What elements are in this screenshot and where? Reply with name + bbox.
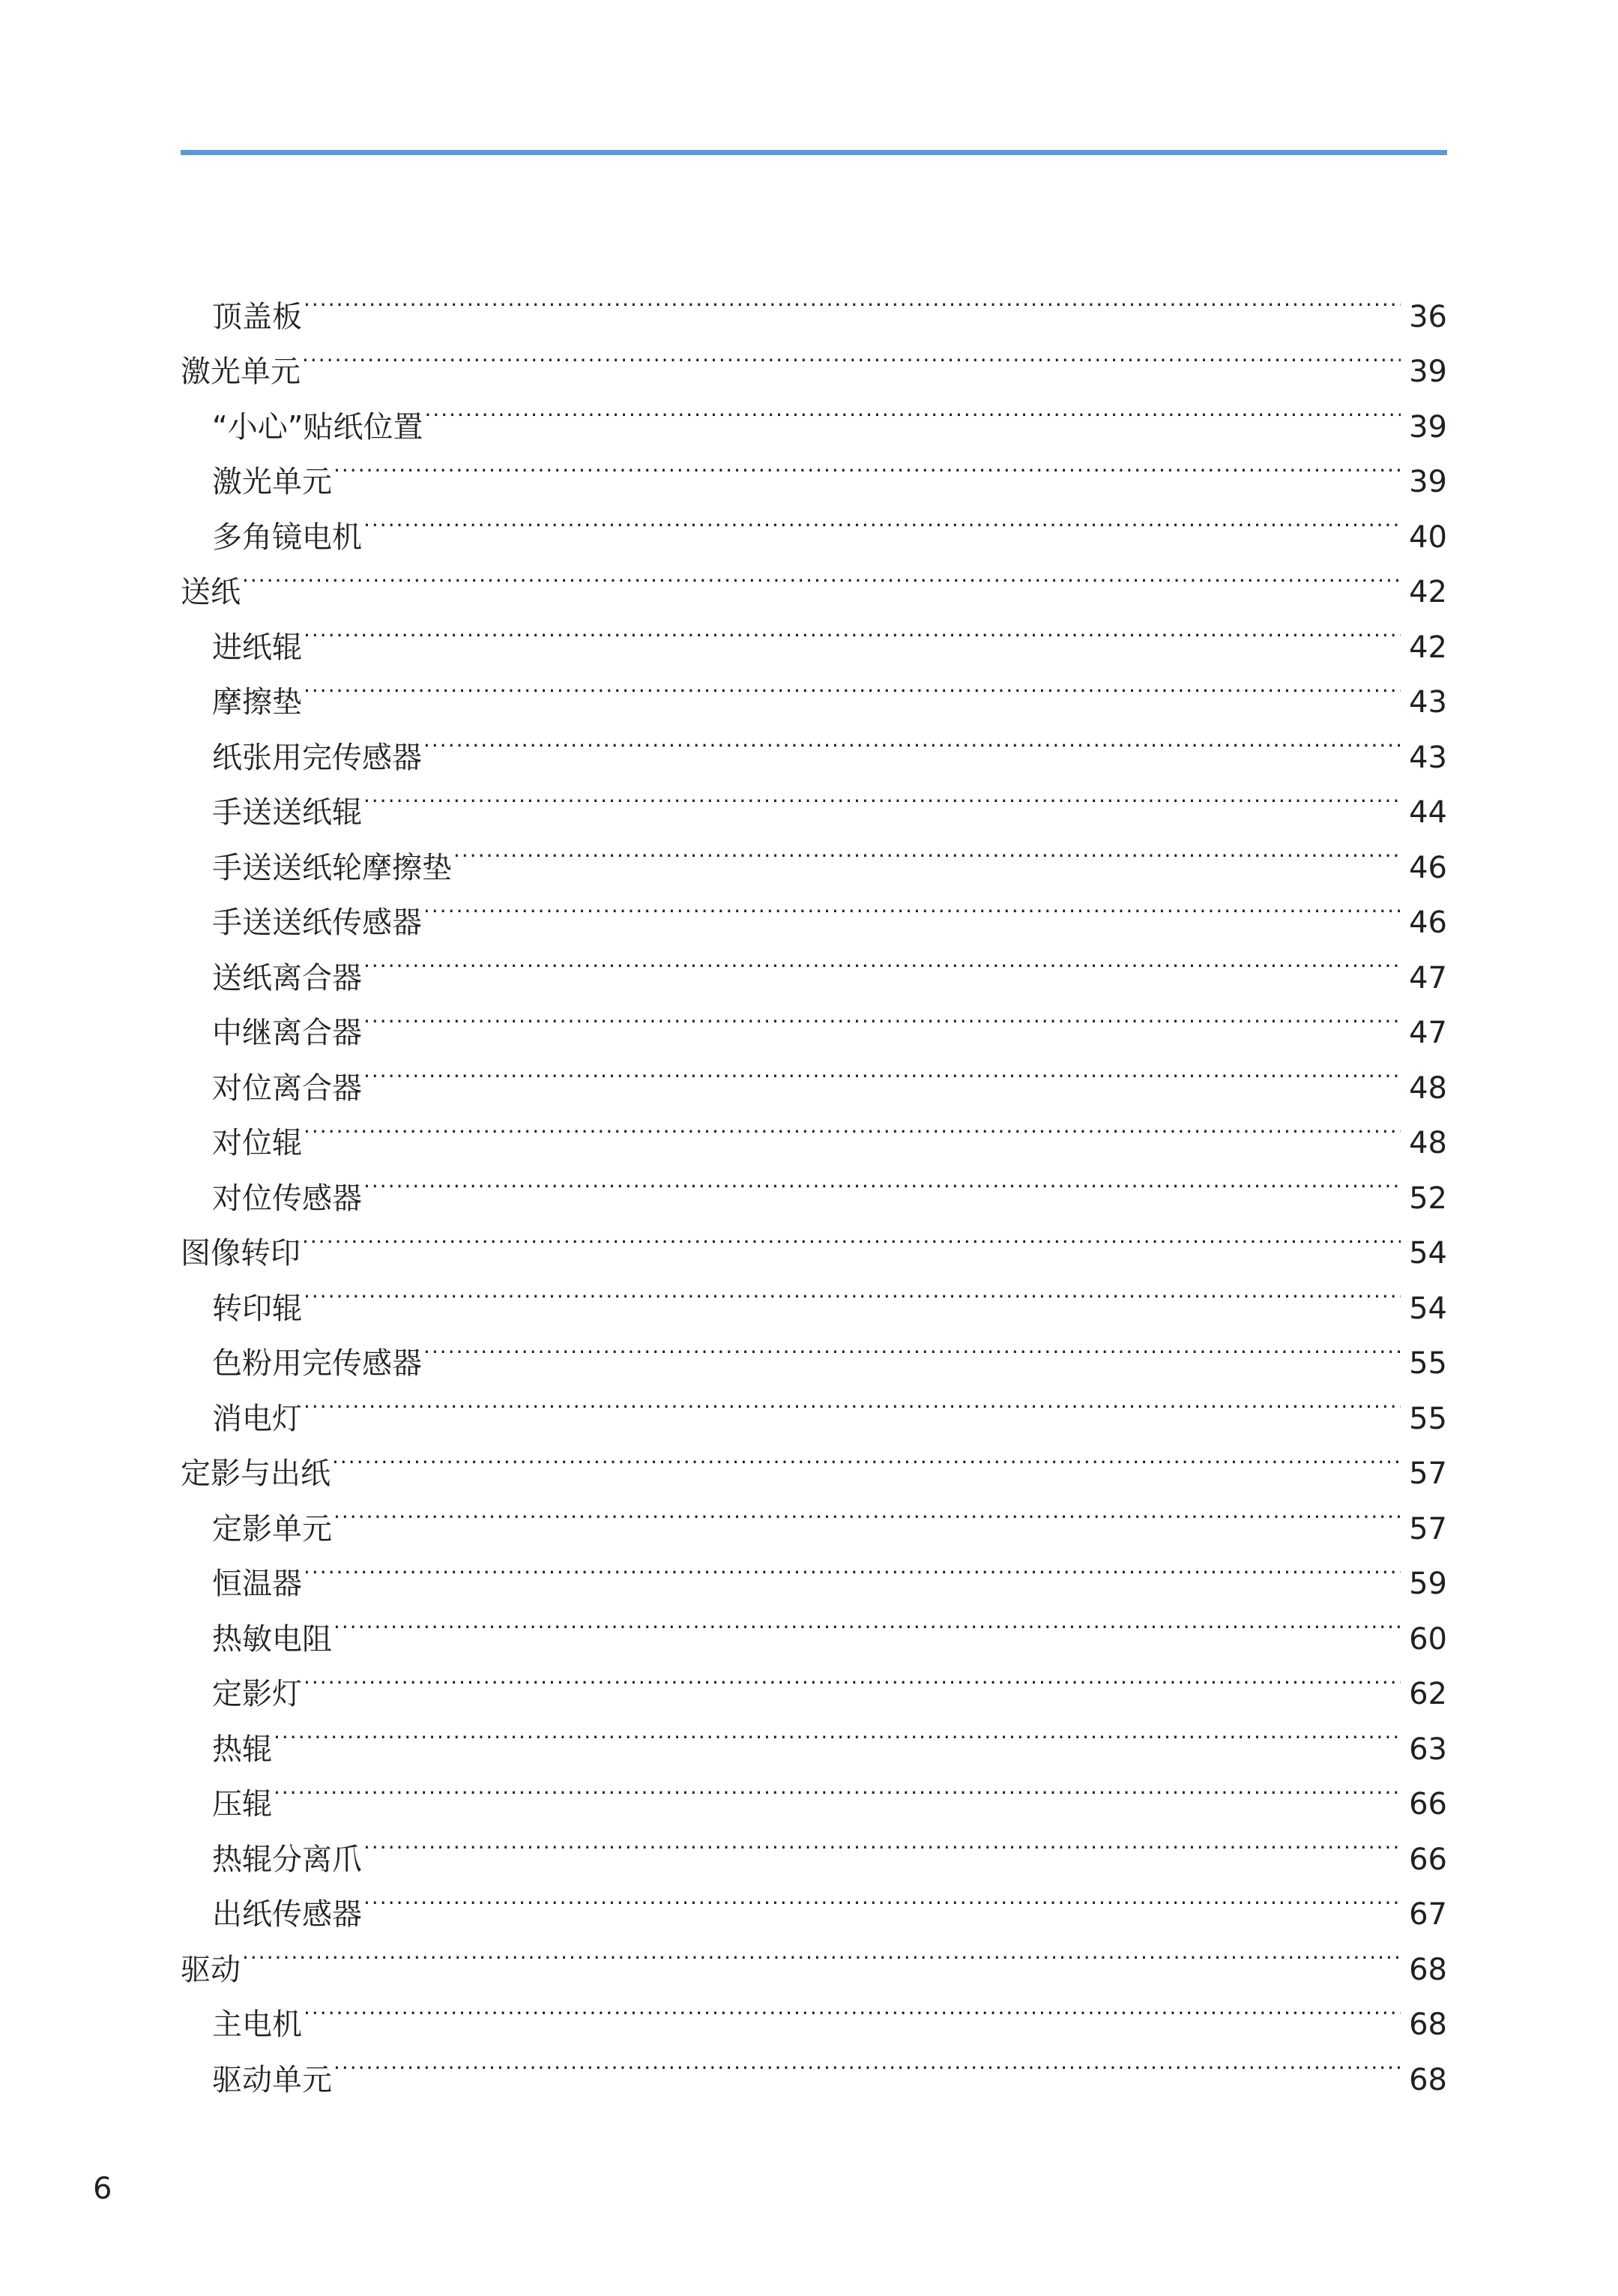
toc-entry-page: 40 <box>1409 519 1447 555</box>
toc-entry[interactable] <box>181 1594 1447 1657</box>
toc-dot-leader <box>304 1649 1401 1705</box>
toc-dot-leader <box>304 1098 1401 1154</box>
toc-entry-title: 对位传感器 <box>212 1181 362 1216</box>
toc-entry[interactable] <box>181 2034 1447 2097</box>
toc-entry-page: 52 <box>1409 1181 1447 1216</box>
toc-entry-title: 图像转印 <box>181 1236 301 1271</box>
toc-entry-page: 66 <box>1409 1842 1447 1877</box>
toc-entry-page: 68 <box>1409 1952 1447 1987</box>
toc-entry-title: 热敏电阻 <box>212 1621 332 1657</box>
toc-entry-page: 39 <box>1409 465 1447 499</box>
toc-entry-title: 多角镜电机 <box>212 519 362 555</box>
toc-entry[interactable] <box>181 657 1447 720</box>
toc-dot-leader <box>363 1153 1401 1208</box>
toc-entry[interactable] <box>181 1814 1447 1877</box>
table-of-contents <box>181 271 1447 2097</box>
toc-entry-title: 对位辊 <box>212 1126 302 1160</box>
toc-dot-leader <box>304 1980 1401 2035</box>
toc-entry-page: 57 <box>1409 1456 1447 1491</box>
toc-entry[interactable] <box>181 1319 1447 1381</box>
toc-entry[interactable] <box>181 1043 1447 1106</box>
toc-entry-title: 主电机 <box>212 2007 302 2042</box>
toc-entry-page: 44 <box>1409 795 1447 830</box>
toc-entry-title: 压辊 <box>212 1787 272 1822</box>
toc-entry[interactable] <box>181 988 1447 1050</box>
toc-entry-page: 46 <box>1409 850 1447 885</box>
toc-entry-title: 顶盖板 <box>212 299 302 334</box>
toc-dot-leader <box>274 1704 1401 1759</box>
toc-entry-page: 48 <box>1409 1126 1447 1160</box>
toc-dot-leader <box>304 1263 1401 1319</box>
toc-dot-leader <box>423 712 1401 768</box>
toc-entry[interactable] <box>181 1539 1447 1601</box>
toc-entry[interactable] <box>181 712 1447 775</box>
toc-dot-leader <box>363 1043 1401 1098</box>
toc-entry[interactable] <box>181 492 1447 555</box>
toc-dot-leader <box>363 1814 1401 1869</box>
toc-entry[interactable] <box>181 1429 1447 1491</box>
toc-entry-page: 57 <box>1409 1511 1447 1546</box>
toc-entry-page: 66 <box>1409 1787 1447 1822</box>
toc-entry-title: 摩擦垫 <box>212 685 302 720</box>
toc-entry-page: 63 <box>1409 1732 1447 1767</box>
toc-entry-title: 转印辊 <box>212 1291 302 1326</box>
toc-dot-leader <box>304 602 1401 657</box>
toc-entry-page: 43 <box>1409 685 1447 720</box>
toc-entry-title: 色粉用完传感器 <box>212 1346 422 1381</box>
toc-dot-leader <box>363 932 1401 988</box>
toc-entry-title: 定影单元 <box>212 1511 332 1546</box>
toc-entry[interactable] <box>181 437 1447 499</box>
toc-dot-leader <box>332 1429 1401 1484</box>
toc-entry-page: 39 <box>1409 355 1447 389</box>
toc-entry-page: 42 <box>1409 630 1447 665</box>
toc-dot-leader <box>304 1539 1401 1594</box>
toc-entry-title: 送纸离合器 <box>212 960 362 995</box>
toc-dot-leader <box>424 382 1401 437</box>
toc-entry-page: 39 <box>1409 409 1447 445</box>
toc-entry[interactable] <box>181 1208 1447 1271</box>
toc-dot-leader <box>242 1924 1401 1980</box>
toc-entry-title: 热辊分离爪 <box>212 1842 362 1877</box>
toc-entry[interactable] <box>181 271 1447 334</box>
toc-entry-page: 68 <box>1409 2007 1447 2042</box>
toc-entry-page: 47 <box>1409 1016 1447 1050</box>
toc-dot-leader <box>333 1483 1401 1539</box>
toc-dot-leader <box>423 1319 1401 1374</box>
toc-entry-title: 手送送纸辊 <box>212 795 362 830</box>
toc-dot-leader <box>242 547 1401 603</box>
toc-entry[interactable] <box>181 602 1447 665</box>
toc-entry-page: 68 <box>1409 2062 1447 2097</box>
toc-entry-page: 48 <box>1409 1070 1447 1106</box>
toc-dot-leader <box>302 1208 1401 1264</box>
toc-entry[interactable] <box>181 1098 1447 1160</box>
toc-entry-title: 定影灯 <box>212 1677 302 1711</box>
toc-entry-page: 62 <box>1409 1677 1447 1711</box>
header-rule <box>181 150 1447 155</box>
toc-dot-leader <box>304 657 1401 713</box>
toc-entry[interactable] <box>181 1263 1447 1326</box>
toc-entry-page: 59 <box>1409 1567 1447 1601</box>
toc-entry-title: 驱动单元 <box>212 2062 332 2097</box>
toc-entry-title: 中继离合器 <box>212 1016 362 1050</box>
toc-entry-page: 43 <box>1409 740 1447 775</box>
toc-entry-title: 纸张用完传感器 <box>212 740 422 775</box>
toc-entry-title: 出纸传感器 <box>212 1897 362 1932</box>
toc-entry-title: 激光单元 <box>212 465 332 499</box>
toc-dot-leader <box>423 878 1401 933</box>
toc-entry-title: 送纸 <box>181 575 241 609</box>
toc-entry-title: 定影与出纸 <box>181 1456 330 1491</box>
toc-entry[interactable] <box>181 1153 1447 1216</box>
toc-dot-leader <box>363 1869 1401 1925</box>
toc-dot-leader <box>333 1594 1401 1649</box>
toc-entry-title: 手送送纸传感器 <box>212 906 422 940</box>
toc-entry-page: 47 <box>1409 960 1447 995</box>
toc-dot-leader <box>274 1759 1401 1815</box>
toc-entry[interactable] <box>181 768 1447 830</box>
toc-entry-title: 手送送纸轮摩擦垫 <box>212 850 452 885</box>
toc-entry-title: 激光单元 <box>181 355 301 389</box>
toc-entry-title: 对位离合器 <box>212 1070 362 1106</box>
toc-dot-leader <box>453 822 1401 878</box>
toc-entry-page: 54 <box>1409 1236 1447 1271</box>
page-number: 6 <box>93 2172 112 2206</box>
toc-entry-title: 恒温器 <box>212 1567 302 1601</box>
toc-dot-leader <box>333 437 1401 492</box>
toc-dot-leader <box>304 271 1401 327</box>
toc-entry[interactable] <box>181 1980 1447 2042</box>
toc-entry[interactable] <box>181 1649 1447 1711</box>
toc-entry[interactable] <box>181 932 1447 995</box>
toc-entry-page: 46 <box>1409 906 1447 940</box>
toc-entry[interactable] <box>181 327 1447 389</box>
toc-entry[interactable] <box>181 1869 1447 1932</box>
toc-dot-leader <box>302 327 1401 382</box>
toc-entry-page: 60 <box>1409 1621 1447 1657</box>
toc-entry-page: 55 <box>1409 1346 1447 1381</box>
toc-entry-page: 54 <box>1409 1291 1447 1326</box>
toc-entry[interactable] <box>181 822 1447 885</box>
toc-dot-leader <box>363 768 1401 823</box>
toc-entry-page: 55 <box>1409 1401 1447 1436</box>
toc-entry-title: “小心”贴纸位置 <box>212 409 423 445</box>
toc-entry-page: 42 <box>1409 575 1447 609</box>
toc-entry[interactable] <box>181 382 1447 445</box>
toc-entry[interactable] <box>181 1704 1447 1767</box>
toc-entry-page: 67 <box>1409 1897 1447 1932</box>
toc-dot-leader <box>333 2034 1401 2090</box>
toc-entry-title: 热辊 <box>212 1732 272 1767</box>
toc-dot-leader <box>363 988 1401 1043</box>
toc-entry[interactable] <box>181 1924 1447 1987</box>
toc-entry[interactable] <box>181 1373 1447 1436</box>
toc-entry-page: 36 <box>1409 299 1447 334</box>
toc-entry[interactable] <box>181 1483 1447 1546</box>
toc-entry[interactable] <box>181 1759 1447 1822</box>
toc-dot-leader <box>363 492 1401 547</box>
toc-entry-title: 驱动 <box>181 1952 241 1987</box>
toc-entry-title: 进纸辊 <box>212 630 302 665</box>
toc-entry-title: 消电灯 <box>212 1401 302 1436</box>
toc-entry[interactable] <box>181 547 1447 609</box>
toc-dot-leader <box>304 1373 1401 1429</box>
